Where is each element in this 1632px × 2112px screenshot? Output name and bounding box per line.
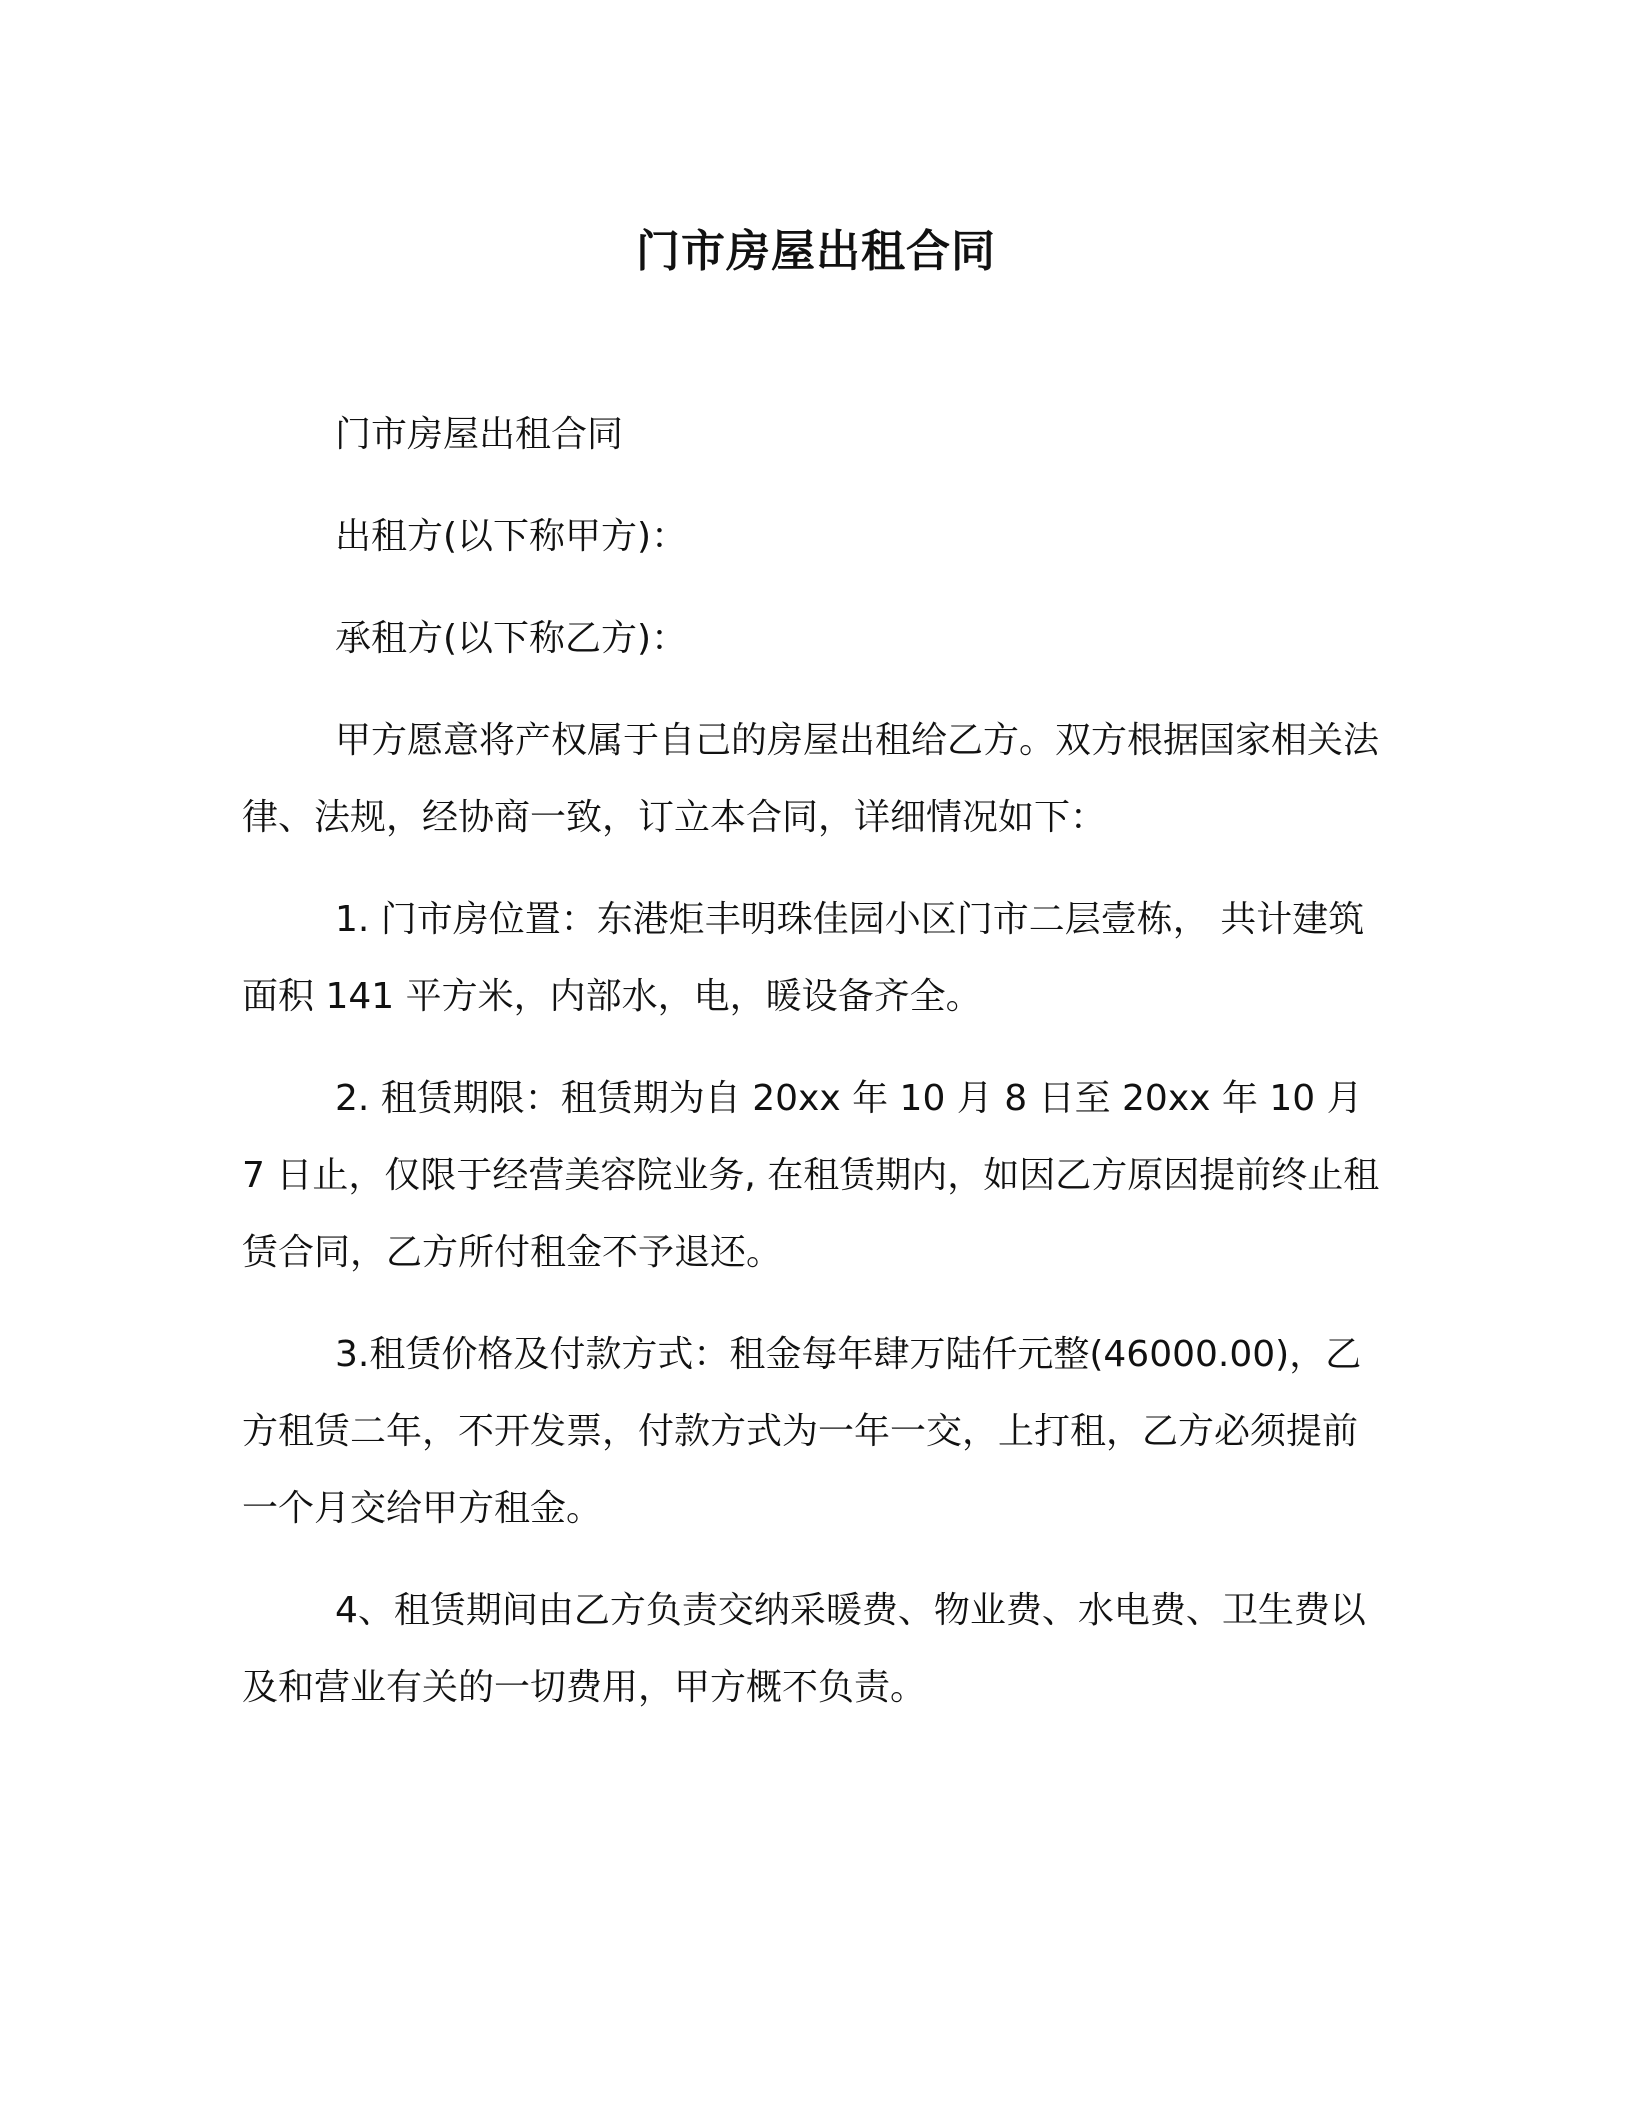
paragraph-preamble: 甲方愿意将产权属于自己的房屋出租给乙方。双方根据国家相关法律、法规，经协商一致，订立本合同，详细情况如下： [242,720,1380,838]
document-body [242,396,1380,1751]
paragraph-lessor: 出租方(以下称甲方)： [335,516,688,557]
paragraph-clause-3: 3.租赁价格及付款方式：租金每年肆万陆仟元整(46000.00)，乙方租赁二年，不开发票，付款方式为一年一交，上打租，乙方必须提前一个月交给甲方租金。 [242,1334,1362,1529]
paragraph-clause-4: 4、租赁期间由乙方负责交纳采暖费、物业费、水电费、卫生费以及和营业有关的一切费用，甲方概不负责。 [242,1590,1366,1708]
paragraph-subtitle: 门市房屋出租合同 [335,414,624,455]
document-title: 门市房屋出租合同 [636,226,996,277]
paragraph-lessee: 承租方(以下称乙方)： [335,618,688,659]
paragraph-clause-2: 2. 租赁期限：租赁期为自 20xx 年 10 月 8 日至 20xx 年 10 月 7 日止，仅限于经营美容院业务, 在租赁期内，如因乙方原因提前终止租赁合同，乙方所付租金不予退还。 [242,1078,1380,1273]
paragraph-clause-1: 1. 门市房位置：东港炬丰明珠佳园小区门市二层壹栋， 共计建筑面积 141 平方米，内部水，电，暖设备齐全。 [242,899,1365,1017]
